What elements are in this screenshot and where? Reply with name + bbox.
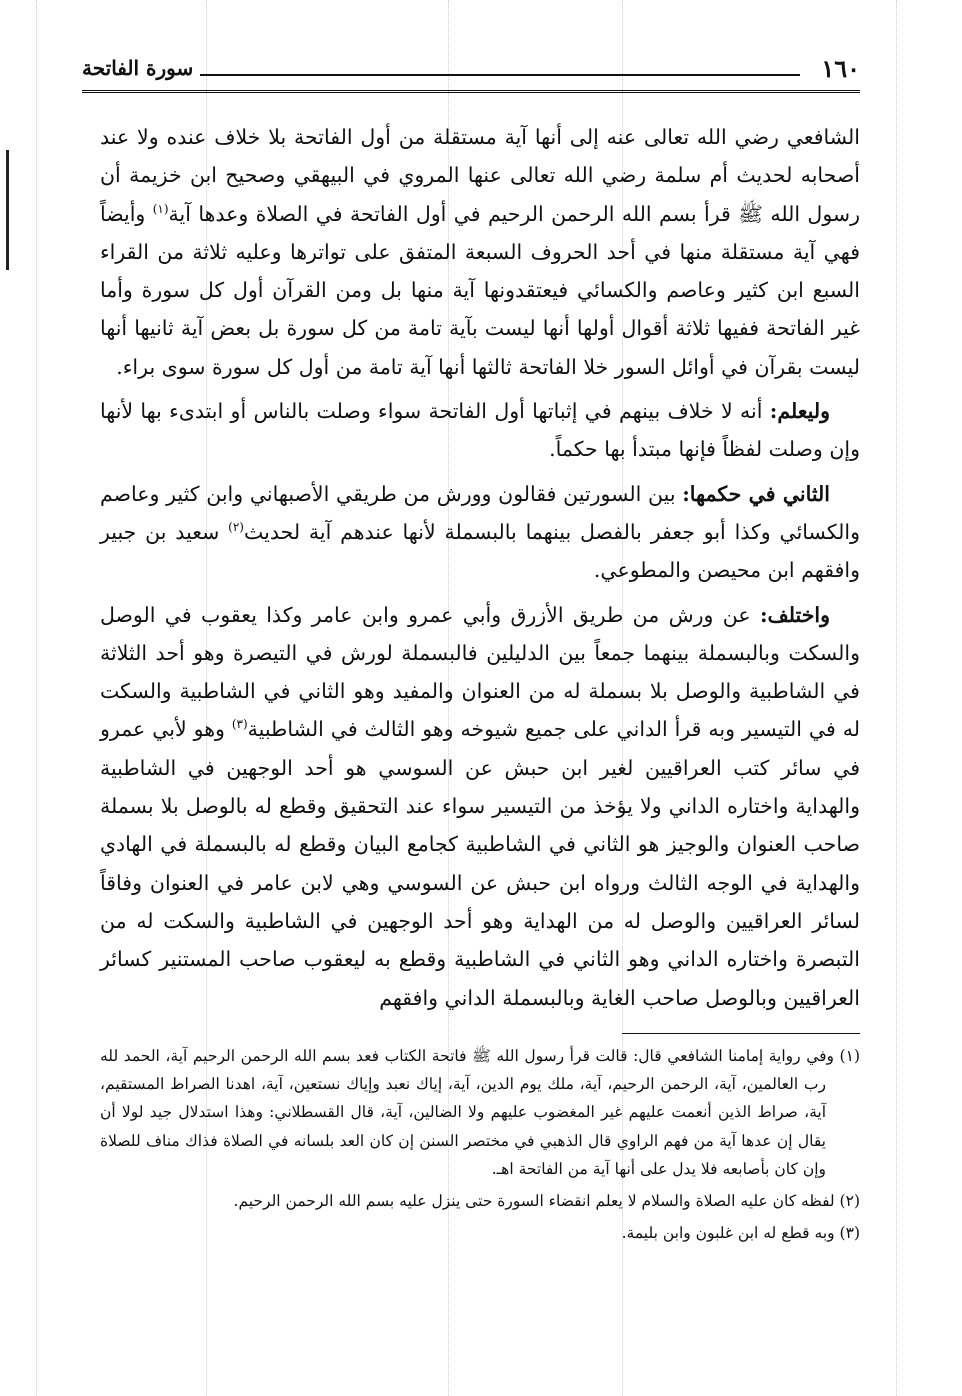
paragraph-1-continued: وأيضاً فهي آية مستقلة منها في أحد الحروف السبعة المتفق على تواترها وعليه ثلاثة من القراء السبع ابن كثير وعاصم والكسائي فيعتقدونها آية منها بل ومن القرآن أول كل سورة وأما غير الفاتحة ففيها ثلاثة أقوال أولها أنها ليست بآية تامة من كل سورة بل بعض آية ثانيها أنها ليست بقرآن في أوائل السور خلا الفاتحة ثالثها أنها آية تامة من أول كل سورة سوى براء. [100,201,860,379]
page-header [82,52,860,92]
footnote-3: (٣) وبه قطع له ابن غلبون وابن بليمة. [621,1224,860,1243]
paragraph-1 [100,118,860,386]
paragraph-2-lead: وليعلم: [769,399,830,424]
footnote-ref-1[interactable]: (١) [152,201,169,216]
paragraph-2-text: أنه لا خلاف بينهم في إثباتها أول الفاتحة سواء وصلت بالناس أو ابتدىء بها لأنها وإن وصلت لفظاً فإنها مبتدأ بها حكماً. [100,399,860,462]
paragraph-4-text: عن ورش من طريق الأزرق وأبي عمرو وابن عامر وكذا يعقوب في الوصل والسكت وبالبسملة بينهما جمعاً بين الدليلين فالبسملة لورش في التيصرة وهو أحد الثلاثة في الشاطبية والوصل بلا بسملة له من العنوان والمفيد وهو الثاني في الشاطبية والسكت له في التيسير وبه قرأ الداني على جميع شيوخه وهو الثالث في الشاطبية [100,602,860,742]
running-title: سورة الفاتحة [82,56,194,80]
scan-artifact [896,0,897,1396]
paragraph-4-continued: وهو لأبي عمرو في سائر كتب العراقيين لغير ابن حبش عن السوسي هو أحد الوجهين في الشاطبية والهداية واختاره الداني ولا يؤخذ من التيسير سواء عند التحقيق وقطع له بالوصل بلا بسملة صاحب العنوان والوجيز هو الثاني في الشاطبية كجامع البيان وقطع له بالبسملة في الهادي والهداية في الوجه الثالث ورواه ابن حبش عن السوسي وهي لابن عامر في العنوان وفاقاً لسائر العراقيين والوصل له من الهداية وهو أحد الوجهين في الشاطبية والسكت له من التبصرة واختاره الداني وهو الثاني في الشاطبية وقطع به ليعقوب صاحب المستنير كسائر العراقيين وبالوصل صاحب الغاية وبالبسملة الداني وافقهم [100,717,860,1010]
header-rule [200,74,800,76]
main-text [100,118,860,1023]
paragraph-4 [100,596,860,1017]
paragraph-1-text: الشافعي رضي الله تعالى عنه إلى أنها آية مستقلة من أول الفاتحة بلا خلاف عنده ولا عند أصحابه لحديث أم سلمة رضي الله تعالى عنها المروي في البيهقي وصحيح ابن خزيمة أن رسول الله ﷺ قرأ بسم الله الرحمن الرحيم في أول الفاتحة في الصلاة وعدها آية [100,125,860,226]
scan-edge-mark [6,150,9,270]
paragraph-2 [100,392,860,469]
paragraph-3-text: بين السورتين فقالون وورش من طريقي الأصبهاني وابن كثير وعاصم والكسائي وكذا أبو جعفر بالفصل بينهما بالبسملة لأنها عندهم آية لحديث [100,481,860,544]
paragraph-4-lead: واختلف: [759,602,830,627]
paragraph-3 [100,475,860,590]
footnote-1: (١) وفي رواية إمامنا الشافعي قال: قالت قرأ رسول الله ﷺ فاتحة الكتاب فعد بسم الله الرحمن الرحيم آية، الحمد لله رب العالمين، آية، الرحمن الرحيم، آية، ملك يوم الدين، آية، إياك نعبد وإياك نستعين، آية، اهدنا الصراط المستقيم، آية، صراط الذين أنعمت عليهم غير المغضوب عليهم ولا الضالين، آية، قال القسطلاني: وهذا استدلال جيد لولا أن يقال إن عدها آية من فهم الراوي قال الذهبي في مختصر السنن إن كان العد بلسانه في الصلاة فذاك مناف للصلاة وإن كان بأصابعه فلا يدل على أنها آية من الفاتحة اهـ. [100,1047,860,1178]
header-double-rule [82,90,860,93]
paragraph-3-lead: الثاني في حكمها: [682,481,830,506]
footnote-ref-3[interactable]: (٣) [231,717,248,732]
footnotes [100,1042,860,1251]
footnote-2: (٢) لفظه كان عليه الصلاة والسلام لا يعلم انقضاء السورة حتى ينزل عليه بسم الله الرحمن الرحيم. [233,1192,860,1211]
page-number: ١٦٠ [821,54,860,83]
paragraph-3-continued: سعيد بن جبير وافقهم ابن محيصن والمطوعي. [100,519,860,583]
scan-artifact [36,0,37,1396]
footnote-separator [622,1033,860,1034]
footnote-ref-2[interactable]: (٢) [228,520,244,535]
